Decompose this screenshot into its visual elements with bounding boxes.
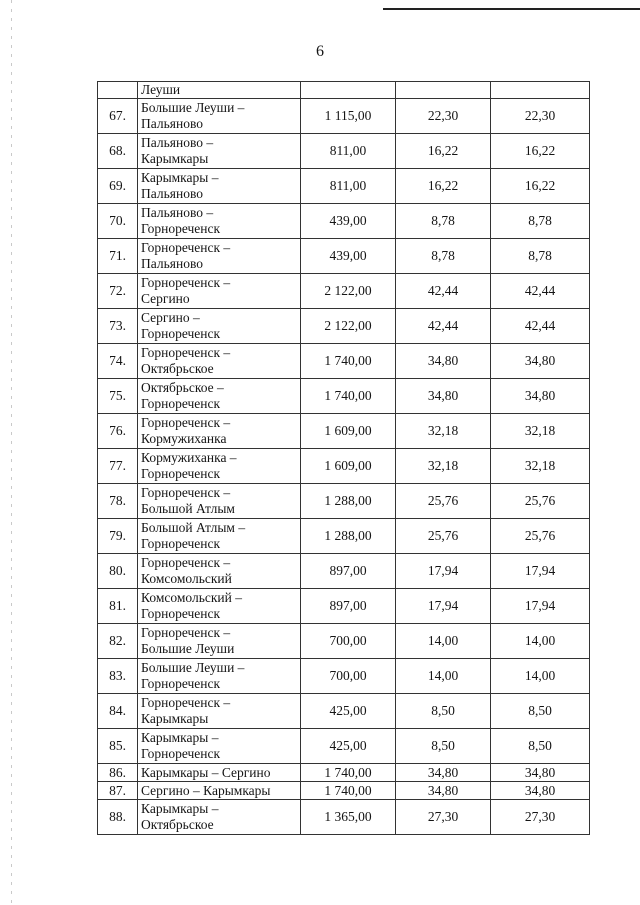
cell-fare: 8,78 (396, 204, 491, 239)
cell-distance: 439,00 (301, 204, 396, 239)
table-row (98, 309, 590, 344)
cell-distance: 2 122,00 (301, 309, 396, 344)
table-row (98, 589, 590, 624)
route-line: Большие Леуши – (141, 100, 245, 115)
cell-distance (301, 82, 396, 99)
route-line: Карымкары (141, 151, 209, 166)
cell-fare-alt: 34,80 (491, 379, 590, 414)
cell-distance: 1 288,00 (301, 484, 396, 519)
cell-number: 87. (98, 782, 138, 800)
cell-fare: 16,22 (396, 134, 491, 169)
route-line: Карымкары – (141, 801, 219, 816)
cell-route (138, 414, 301, 449)
cell-fare-alt: 14,00 (491, 659, 590, 694)
cell-fare-alt: 17,94 (491, 554, 590, 589)
cell-distance: 1 609,00 (301, 449, 396, 484)
route-line: Горнореченск – (141, 345, 231, 360)
cell-fare: 17,94 (396, 554, 491, 589)
cell-route (138, 659, 301, 694)
route-line: Комсомольский – (141, 590, 242, 605)
cell-route (138, 344, 301, 379)
cell-distance: 425,00 (301, 729, 396, 764)
cell-fare-alt: 8,50 (491, 694, 590, 729)
fare-table (97, 81, 590, 835)
cell-fare: 27,30 (396, 800, 491, 835)
table-row (98, 449, 590, 484)
cell-fare-alt: 16,22 (491, 134, 590, 169)
route-line: Сергино – (141, 310, 200, 325)
cell-fare-alt: 34,80 (491, 764, 590, 782)
cell-number: 79. (98, 519, 138, 554)
cell-route (138, 134, 301, 169)
cell-number: 72. (98, 274, 138, 309)
table-row (98, 414, 590, 449)
cell-number: 82. (98, 624, 138, 659)
cell-fare: 14,00 (396, 624, 491, 659)
fare-table-body (98, 82, 590, 835)
cell-number: 77. (98, 449, 138, 484)
table-row (98, 344, 590, 379)
route-line: Кормужиханка (141, 431, 227, 446)
route-line: Горнореченск (141, 536, 221, 551)
cell-fare-alt: 34,80 (491, 782, 590, 800)
cell-fare: 32,18 (396, 449, 491, 484)
route-line: Октябрьское (141, 817, 214, 832)
cell-route (138, 484, 301, 519)
table-row (98, 484, 590, 519)
route-line: Комсомольский (141, 571, 232, 586)
route-line: Карымкары – Сергино (141, 764, 271, 780)
cell-distance: 425,00 (301, 694, 396, 729)
cell-number: 80. (98, 554, 138, 589)
cell-number: 85. (98, 729, 138, 764)
route-line: Горнореченск (141, 746, 221, 761)
cell-route (138, 274, 301, 309)
cell-route (138, 694, 301, 729)
cell-number: 81. (98, 589, 138, 624)
cell-number: 84. (98, 694, 138, 729)
cell-distance: 1 740,00 (301, 782, 396, 800)
cell-distance: 700,00 (301, 624, 396, 659)
route-line: Пальяново (141, 186, 203, 201)
cell-fare: 25,76 (396, 519, 491, 554)
table-row (98, 239, 590, 274)
cell-number: 71. (98, 239, 138, 274)
table-row (98, 169, 590, 204)
table-row (98, 782, 590, 800)
route-line: Большой Атлым (141, 501, 235, 516)
cell-distance: 897,00 (301, 589, 396, 624)
cell-fare-alt: 27,30 (491, 800, 590, 835)
cell-route (138, 764, 301, 782)
table-row (98, 99, 590, 134)
cell-fare: 34,80 (396, 782, 491, 800)
table-row (98, 624, 590, 659)
table-row (98, 519, 590, 554)
cell-fare-alt: 32,18 (491, 449, 590, 484)
cell-fare: 25,76 (396, 484, 491, 519)
cell-distance: 1 740,00 (301, 379, 396, 414)
cell-fare: 32,18 (396, 414, 491, 449)
cell-number: 75. (98, 379, 138, 414)
route-line: Горнореченск (141, 466, 221, 481)
route-line: Горнореченск (141, 221, 221, 236)
cell-fare-alt (491, 82, 590, 99)
cell-fare: 14,00 (396, 659, 491, 694)
cell-distance: 897,00 (301, 554, 396, 589)
route-line: Карымкары – (141, 170, 219, 185)
cell-number: 78. (98, 484, 138, 519)
cell-distance: 811,00 (301, 169, 396, 204)
cell-fare: 42,44 (396, 309, 491, 344)
cell-route (138, 782, 301, 800)
cell-number: 69. (98, 169, 138, 204)
cell-distance: 439,00 (301, 239, 396, 274)
cell-number: 67. (98, 99, 138, 134)
table-row (98, 554, 590, 589)
route-line: Большие Леуши – (141, 660, 245, 675)
cell-distance: 700,00 (301, 659, 396, 694)
table-row (98, 379, 590, 414)
cell-fare-alt: 42,44 (491, 309, 590, 344)
table-row (98, 764, 590, 782)
cell-fare: 42,44 (396, 274, 491, 309)
route-line: Большие Леуши (141, 641, 235, 656)
route-line: Пальяново – (141, 135, 214, 150)
route-line: Пальяново (141, 116, 203, 131)
route-line: Карымкары – (141, 730, 219, 745)
scan-edge-artifact (11, 0, 12, 905)
table-row (98, 274, 590, 309)
page-number: 6 (316, 43, 324, 60)
route-line: Горнореченск – (141, 555, 231, 570)
cell-route (138, 169, 301, 204)
cell-fare: 17,94 (396, 589, 491, 624)
route-line: Горнореченск (141, 396, 221, 411)
cell-fare: 16,22 (396, 169, 491, 204)
table-row (98, 800, 590, 835)
cell-route (138, 82, 301, 99)
route-line: Горнореченск – (141, 485, 231, 500)
cell-number: 86. (98, 764, 138, 782)
cell-number: 88. (98, 800, 138, 835)
route-line: Горнореченск (141, 326, 221, 341)
cell-distance: 1 365,00 (301, 800, 396, 835)
route-line: Кормужиханка – (141, 450, 237, 465)
cell-route (138, 554, 301, 589)
route-line: Большой Атлым – (141, 520, 246, 535)
route-line: Октябрьское – (141, 380, 224, 395)
cell-fare-alt: 25,76 (491, 519, 590, 554)
cell-fare-alt: 14,00 (491, 624, 590, 659)
route-line: Сергино – Карымкары (141, 782, 271, 798)
cell-distance: 1 288,00 (301, 519, 396, 554)
cell-route (138, 624, 301, 659)
cell-fare-alt: 22,30 (491, 99, 590, 134)
table-row (98, 659, 590, 694)
cell-number: 83. (98, 659, 138, 694)
cell-number: 74. (98, 344, 138, 379)
cell-fare-alt: 8,50 (491, 729, 590, 764)
cell-fare: 22,30 (396, 99, 491, 134)
cell-fare: 8,78 (396, 239, 491, 274)
route-line: Пальяново (141, 256, 203, 271)
cell-fare-alt: 25,76 (491, 484, 590, 519)
route-line: Горнореченск – (141, 415, 231, 430)
cell-fare: 8,50 (396, 694, 491, 729)
cell-route (138, 379, 301, 414)
cell-fare-alt: 32,18 (491, 414, 590, 449)
cell-route (138, 800, 301, 835)
table-row (98, 694, 590, 729)
cell-distance: 1 740,00 (301, 764, 396, 782)
cell-fare-alt: 16,22 (491, 169, 590, 204)
route-line: Горнореченск – (141, 695, 231, 710)
cell-fare-alt: 17,94 (491, 589, 590, 624)
cell-number: 76. (98, 414, 138, 449)
route-line: Горнореченск – (141, 275, 231, 290)
table-row (98, 204, 590, 239)
table-row (98, 729, 590, 764)
cell-route (138, 449, 301, 484)
cell-fare-alt: 42,44 (491, 274, 590, 309)
cell-route (138, 589, 301, 624)
cell-fare (396, 82, 491, 99)
cell-fare: 34,80 (396, 379, 491, 414)
route-line: Сергино (141, 291, 190, 306)
cell-number: 68. (98, 134, 138, 169)
cell-fare-alt: 8,78 (491, 239, 590, 274)
cell-distance: 811,00 (301, 134, 396, 169)
route-line: Карымкары (141, 711, 209, 726)
cell-route (138, 729, 301, 764)
route-line: Горнореченск – (141, 240, 231, 255)
route-line: Октябрьское (141, 361, 214, 376)
cell-distance: 2 122,00 (301, 274, 396, 309)
continuation-row (98, 82, 590, 99)
cell-route (138, 519, 301, 554)
table-row (98, 134, 590, 169)
cell-number (98, 82, 138, 99)
cell-fare: 34,80 (396, 764, 491, 782)
cell-distance: 1 609,00 (301, 414, 396, 449)
cell-route (138, 239, 301, 274)
route-line: Горнореченск (141, 676, 221, 691)
route-line: Горнореченск – (141, 625, 231, 640)
cell-distance: 1 115,00 (301, 99, 396, 134)
cell-number: 73. (98, 309, 138, 344)
route-line: Горнореченск (141, 606, 221, 621)
cell-fare: 34,80 (396, 344, 491, 379)
cell-distance: 1 740,00 (301, 344, 396, 379)
cell-number: 70. (98, 204, 138, 239)
cell-route (138, 99, 301, 134)
cell-fare: 8,50 (396, 729, 491, 764)
route-line: Леуши (141, 82, 181, 97)
cell-fare-alt: 8,78 (491, 204, 590, 239)
top-rule (383, 8, 640, 10)
cell-route (138, 309, 301, 344)
cell-fare-alt: 34,80 (491, 344, 590, 379)
cell-route (138, 204, 301, 239)
route-line: Пальяново – (141, 205, 214, 220)
